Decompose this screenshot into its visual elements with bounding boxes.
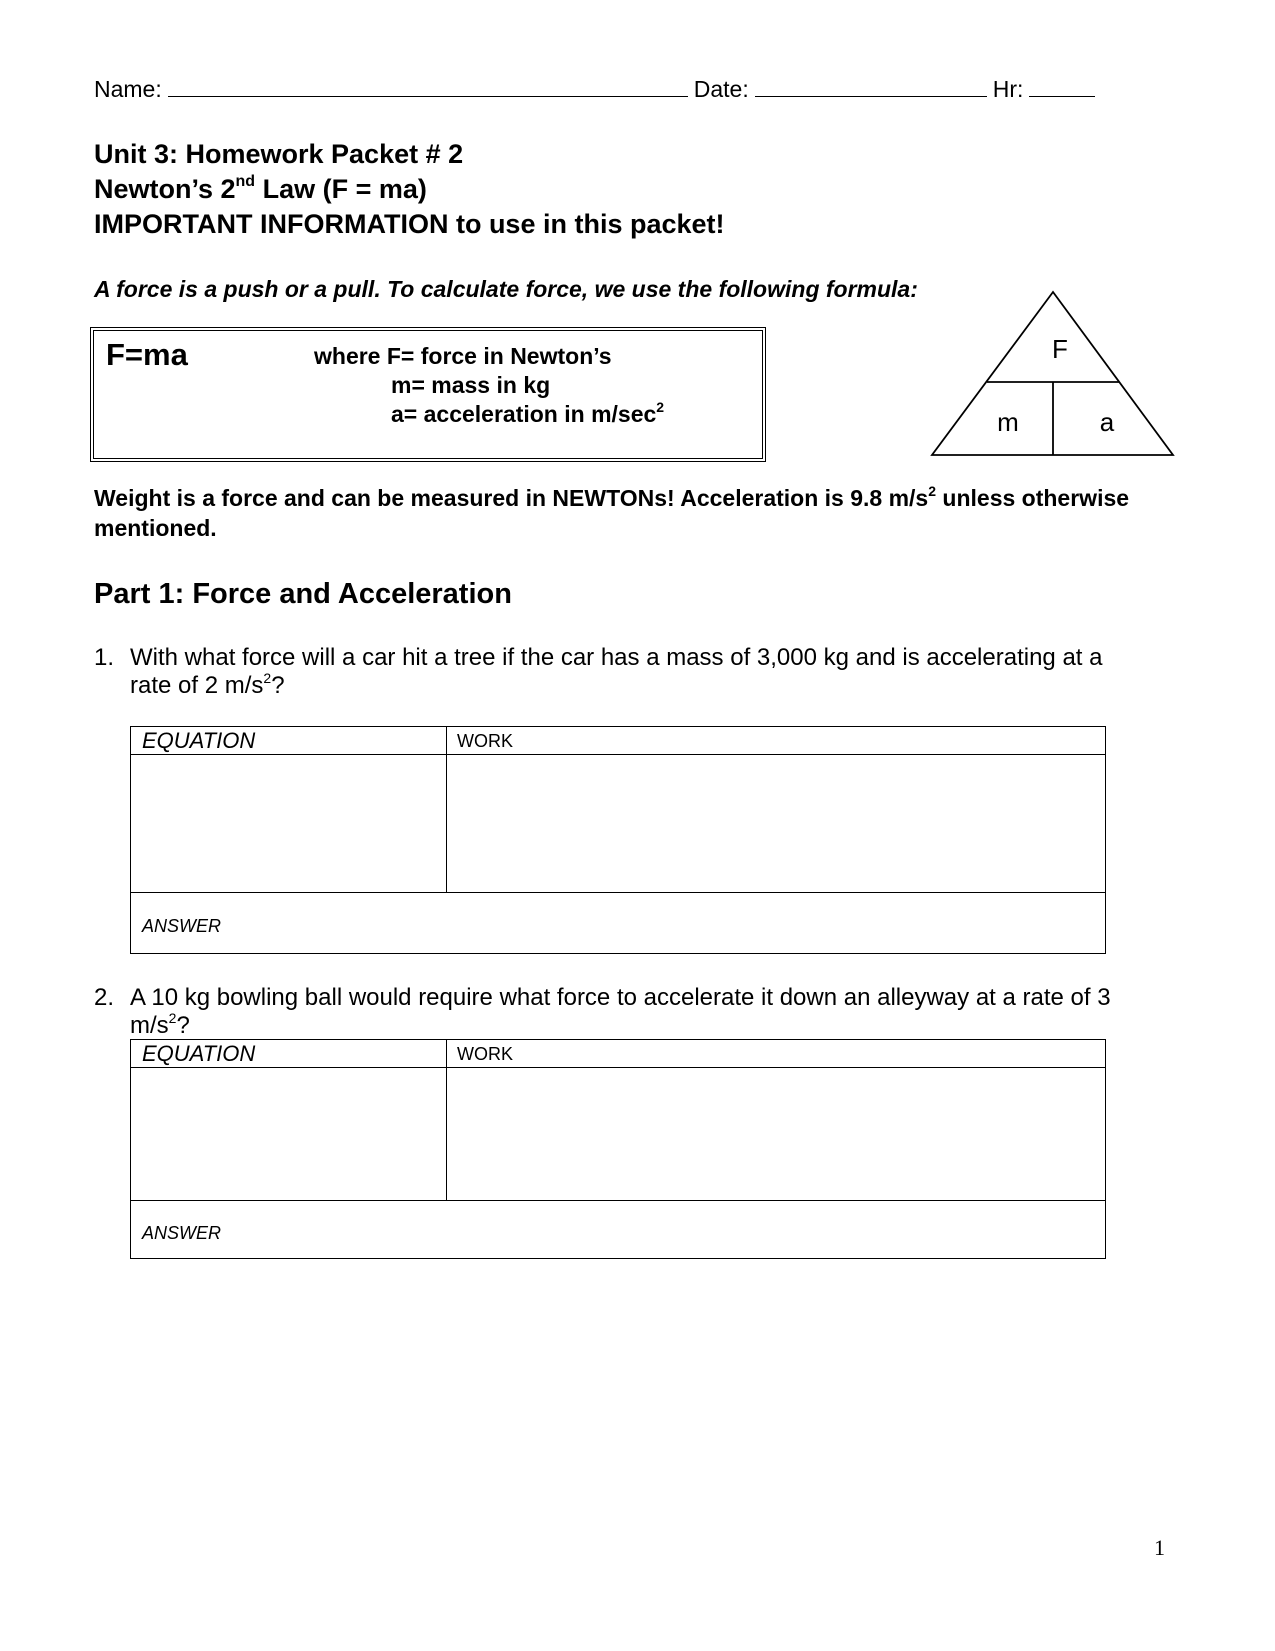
header-line — [94, 74, 1101, 104]
date-label: Date: — [693, 76, 749, 102]
title-line-3: IMPORTANT INFORMATION to use in this packet! — [94, 209, 725, 239]
equation-label: EQUATION — [142, 728, 256, 753]
title-line-2: Newton’s 2nd Law (F = ma) — [94, 173, 427, 204]
work-label: WORK — [457, 731, 513, 751]
def-accel: a= acceleration in $m/\sec^2$ — [391, 399, 665, 427]
work-box-2 — [130, 1039, 1106, 1259]
formula-triangle — [930, 290, 1180, 460]
weight-note: Weight is a force and can be measured in NEWTONs! Acceleration is 9.8 $m/s^2$ unless otherwise mentioned. — [94, 483, 1130, 541]
def-mass: m= mass in kg — [391, 372, 551, 398]
question-1 — [94, 644, 1244, 704]
intro-text: A force is a push or a pull. To calculate force, we use the following formula: — [94, 276, 918, 302]
page-number: 1 — [1154, 1535, 1165, 1560]
name-label: Name: — [94, 76, 162, 102]
question-text: With what force will a car hit a tree if the car has a mass of 3,000 kg and is accelerating at a rate of 2 $m/s^2$? — [130, 644, 1103, 699]
question-2 — [94, 984, 1244, 1044]
column-divider — [446, 727, 447, 892]
answer-label: ANSWER — [142, 916, 222, 936]
answer-label: ANSWER — [142, 1223, 222, 1243]
def-force: where F= force in Newton’s — [314, 343, 612, 369]
triangle-a: a — [1099, 407, 1115, 437]
formula-box — [90, 327, 766, 462]
row-divider — [131, 892, 1105, 893]
question-number: 1. — [94, 644, 115, 671]
formula-text: F=ma — [106, 337, 188, 372]
column-divider — [446, 1040, 447, 1200]
work-box-1 — [130, 726, 1106, 954]
hr-label: Hr: — [992, 76, 1024, 102]
row-divider — [131, 1067, 1105, 1068]
triangle-f: F — [1052, 334, 1068, 364]
question-number: 2. — [94, 984, 115, 1011]
work-label: WORK — [457, 1044, 513, 1064]
hr-field[interactable] — [1029, 76, 1095, 97]
triangle-m: m — [997, 407, 1019, 437]
question-text: A 10 kg bowling ball would require what force to accelerate it down an alleyway at a rate of 3 $m/s^2$? — [130, 984, 1111, 1039]
equation-label: EQUATION — [142, 1041, 256, 1066]
row-divider — [131, 754, 1105, 755]
part-heading: Part 1: Force and Acceleration — [94, 578, 512, 610]
date-field[interactable] — [755, 76, 987, 97]
title-line-1: Unit 3: Homework Packet # 2 — [94, 139, 464, 169]
row-divider — [131, 1200, 1105, 1201]
name-field[interactable] — [168, 76, 688, 97]
